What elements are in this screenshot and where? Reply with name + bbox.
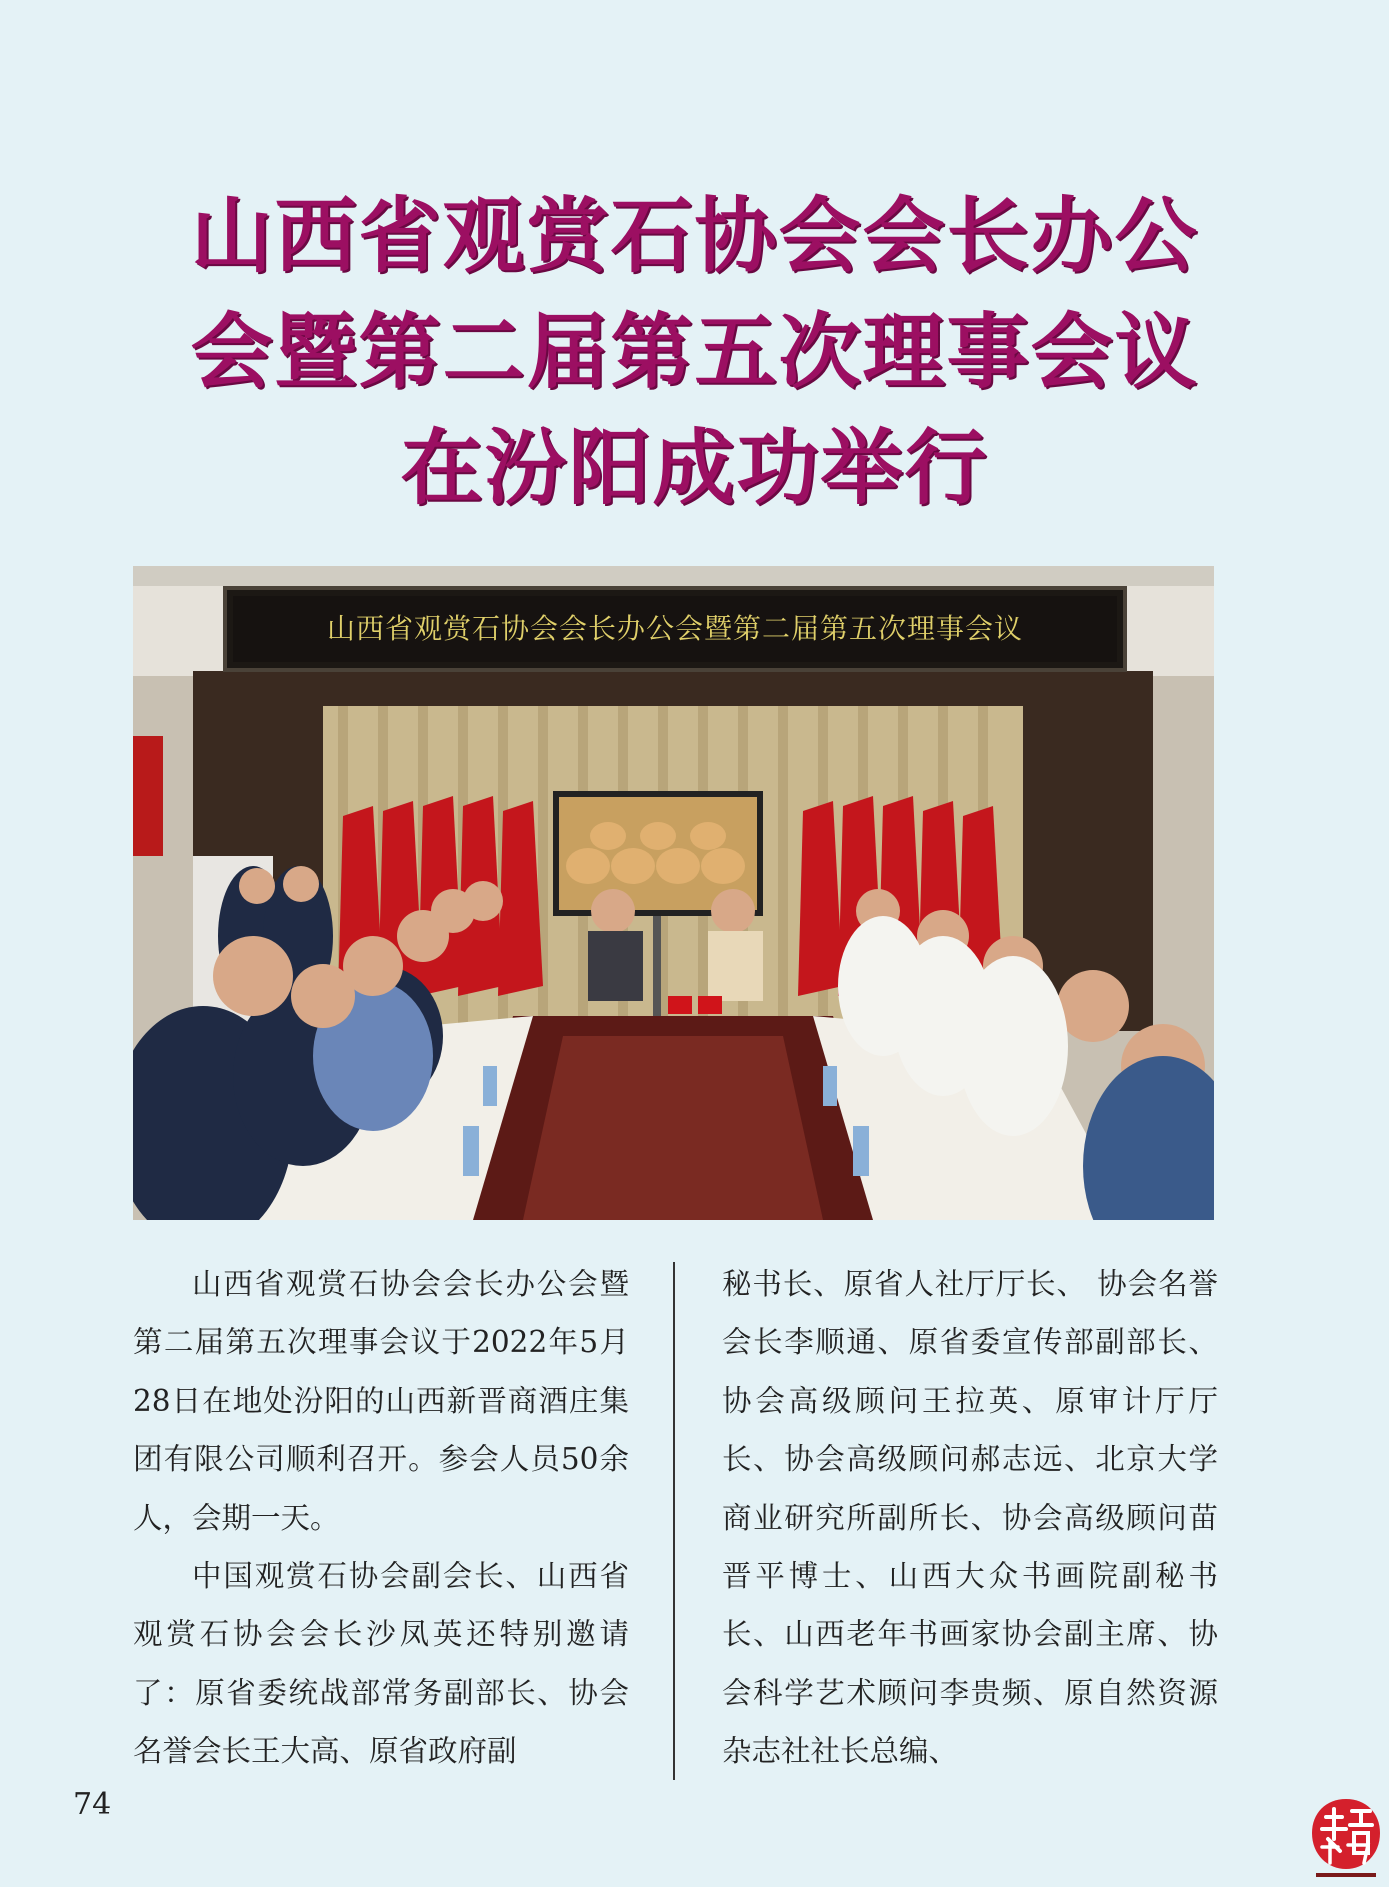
meeting-photo-illustration bbox=[133, 566, 1214, 1220]
article-body-right-column bbox=[722, 1255, 1218, 1781]
body-paragraph: 秘书长、原省人社厅厅长、 协会名誉会长李顺通、原省委宣传部副部长、协会高级顾问王拉英、原审计厅厅长、协会高级顾问郝志远、北京大学商业研究所副所长、协会高级顾问苗晋平博士、山西大众书画院副秘书长、山西老年书画家协会副主席、协会科学艺术顾问李贵频、原自然资源杂志社社长总编、 bbox=[722, 1267, 1218, 1769]
body-paragraph: 山西省观赏石协会会长办公会暨第二届第五次理事会议于2022年5月28日在地处汾阳的山西新晋商酒庄集团有限公司顺利召开。参会人员50余人，会期一天。 bbox=[133, 1267, 629, 1535]
body-paragraph: 中国观赏石协会副会长、山西省观赏石协会会长沙凤英还特别邀请了：原省委统战部常务副部长、协会名誉会长王大高、原省政府副 bbox=[133, 1559, 629, 1769]
title-line-1: 山西省观赏石协会会长办公 bbox=[190, 188, 1199, 284]
led-banner-text: 山西省观赏石协会会长办公会暨第二届第五次理事会议 bbox=[326, 612, 1023, 645]
page-number: 74 bbox=[73, 1787, 112, 1822]
logo-mark-icon bbox=[1308, 1795, 1384, 1883]
title-line-2: 会暨第二届第五次理事会议 bbox=[190, 304, 1199, 400]
article-title bbox=[0, 178, 1389, 526]
article-body-left-column bbox=[133, 1255, 629, 1781]
meeting-photo bbox=[133, 566, 1214, 1220]
huaxia-qishi-logo bbox=[1308, 1795, 1384, 1883]
title-line-3: 在汾阳成功举行 bbox=[400, 420, 989, 516]
column-divider bbox=[673, 1262, 675, 1780]
